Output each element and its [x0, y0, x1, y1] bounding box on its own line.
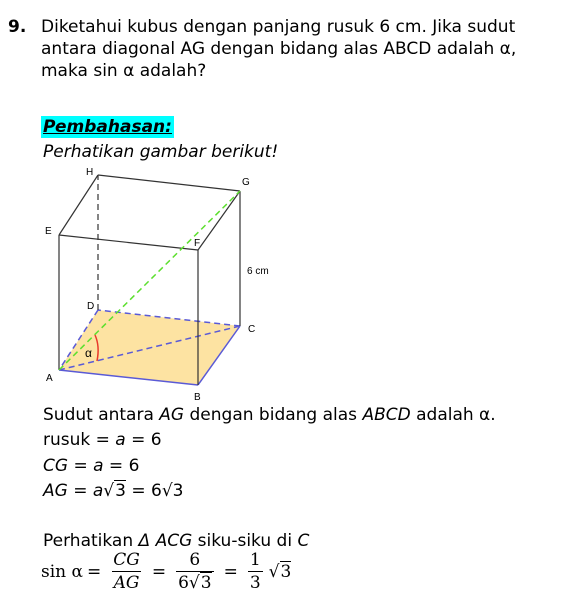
label-E: E [45, 226, 52, 237]
label-H: H [86, 167, 94, 178]
fraction-6-6root3: $\frac{6}{6√3}$ [178, 550, 212, 593]
formula-lhs: sin α [41, 561, 83, 582]
formula-eq-1: = [87, 561, 102, 582]
edge-GH [98, 175, 240, 191]
formula-eq-2: = [151, 561, 167, 582]
step-5: Perhatikan Δ ACG siku-siku di C [43, 531, 310, 551]
edge-FG [198, 191, 240, 250]
question-text: Diketahui kubus dengan panjang rusuk 6 cm. Jika sudut antara diagonal AG dengan bidang alas ABCD adalah α, maka sin α adalah? [41, 17, 517, 81]
label-B: B [194, 392, 201, 403]
step-3: CG = a = 6 [43, 456, 140, 476]
root-radicand: 3 [280, 562, 292, 582]
fraction-1-3: $\frac{1}{3}$ [249, 550, 261, 593]
edge-EF [59, 235, 201, 250]
label-F: F [194, 238, 201, 249]
label-edge-length: 6 cm [247, 266, 269, 277]
label-D: D [87, 301, 95, 312]
label-G: G [242, 177, 250, 188]
fraction-cg-ag: $\frac{CG}{AG}$ [113, 550, 140, 593]
solution-heading: Pembahasan: [43, 117, 172, 137]
label-A: A [46, 373, 53, 384]
sine-formula [41, 550, 291, 593]
solution-intro: Perhatikan gambar berikut! [43, 142, 279, 162]
step-4: AG = a√3 = 6√3 [43, 481, 184, 501]
cube-figure [0, 162, 300, 403]
label-alpha: α [85, 346, 92, 360]
step-2: rusuk = a = 6 [43, 430, 162, 450]
root-symbol: √ [268, 561, 280, 582]
formula-eq-3: = [223, 561, 238, 582]
label-C: C [248, 324, 256, 335]
question-number: 9. [8, 17, 27, 37]
step-1: Sudut antara AG dengan bidang alas ABCD adalah α. [43, 405, 496, 425]
edge-HE [59, 175, 98, 235]
